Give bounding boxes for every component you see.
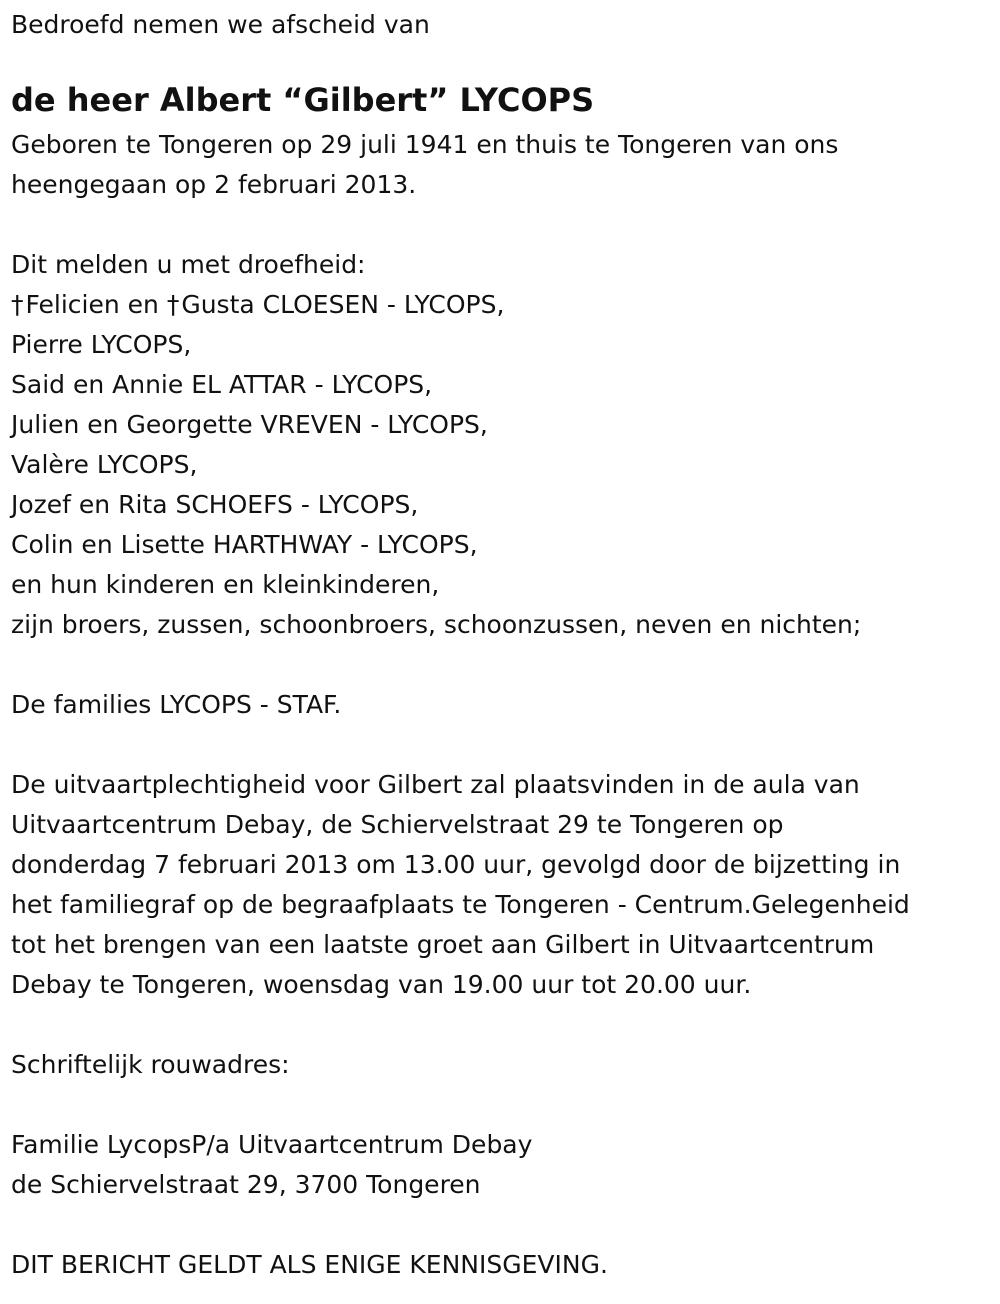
address-line-2: de Schiervelstraat 29, 3700 Tongeren: [11, 1170, 481, 1199]
ceremony-line-2: Uitvaartcentrum Debay, de Schiervelstraat 29 te Tongeren op: [11, 810, 784, 839]
announce-heading: Dit melden u met droefheid:: [11, 250, 366, 279]
family-name-gusta: Gusta CLOESEN - LYCOPS,: [181, 290, 505, 319]
intro-text: Bedroefd nemen we afscheid van: [11, 10, 430, 39]
cross-icon: †: [166, 290, 180, 319]
family-line-1: [11, 285, 991, 325]
family-line-9: zijn broers, zussen, schoonbroers, schoonzussen, neven en nichten;: [11, 610, 862, 639]
ceremony-line-6: Debay te Tongeren, woensdag van 19.00 uur tot 20.00 uur.: [11, 970, 752, 999]
family-line-8: en hun kinderen en kleinkinderen,: [11, 570, 440, 599]
birth-line-1: Geboren te Tongeren op 29 juli 1941 en thuis te Tongeren van ons: [11, 130, 839, 159]
ceremony-line-3: donderdag 7 februari 2013 om 13.00 uur, gevolgd door de bijzetting in: [11, 850, 901, 879]
spacer: [11, 1205, 991, 1245]
spacer: [11, 725, 991, 765]
family-name-felicien: Felicien en: [25, 290, 159, 319]
notice-line: DIT BERICHT GELDT ALS ENIGE KENNISGEVING.: [11, 1250, 608, 1279]
families-line: De families LYCOPS - STAF.: [11, 690, 342, 719]
family-line-2: Pierre LYCOPS,: [11, 330, 192, 359]
address-line-1: Familie LycopsP/a Uitvaartcentrum Debay: [11, 1130, 533, 1159]
deceased-name-title: de heer Albert “Gilbert” LYCOPS: [11, 81, 595, 119]
obituary-document: [11, 5, 991, 1285]
address-heading: Schriftelijk rouwadres:: [11, 1050, 290, 1079]
ceremony-line-5: tot het brengen van een laatste groet aan Gilbert in Uitvaartcentrum: [11, 930, 875, 959]
cross-icon: †: [11, 290, 24, 319]
spacer: [11, 1085, 991, 1125]
family-line-5: Valère LYCOPS,: [11, 450, 198, 479]
family-line-7: Colin en Lisette HARTHWAY - LYCOPS,: [11, 530, 478, 559]
spacer: [11, 1005, 991, 1045]
family-line-6: Jozef en Rita SCHOEFS - LYCOPS,: [11, 490, 419, 519]
family-line-4: Julien en Georgette VREVEN - LYCOPS,: [11, 410, 488, 439]
spacer: [11, 45, 991, 75]
ceremony-line-4: het familiegraf op de begraafplaats te Tongeren - Centrum.Gelegenheid: [11, 890, 910, 919]
spacer: [11, 205, 991, 245]
spacer: [11, 645, 991, 685]
birth-line-2: heengegaan op 2 februari 2013.: [11, 170, 417, 199]
ceremony-line-1: De uitvaartplechtigheid voor Gilbert zal plaatsvinden in de aula van: [11, 770, 860, 799]
family-line-3: Said en Annie EL ATTAR - LYCOPS,: [11, 370, 433, 399]
